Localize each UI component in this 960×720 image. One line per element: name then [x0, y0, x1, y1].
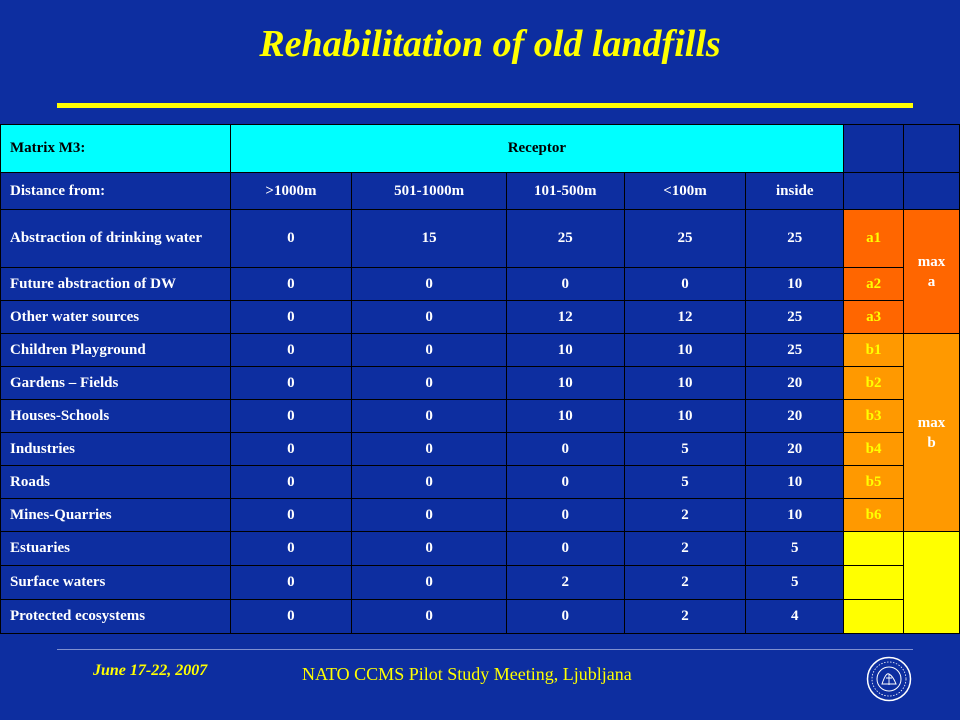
score-cell: 0: [230, 268, 352, 301]
score-cell: 0: [506, 532, 624, 566]
score-cell: 25: [506, 210, 624, 268]
score-cell: 10: [624, 367, 746, 400]
receptor-label: Houses-Schools: [1, 400, 231, 433]
score-cell: 2: [624, 600, 746, 634]
score-cell: 0: [506, 600, 624, 634]
title-underline: [57, 103, 913, 108]
max-b-cell: [904, 334, 960, 532]
empty-code-cell: [844, 600, 904, 634]
table-row: [1, 532, 960, 566]
table-row: [1, 466, 960, 499]
score-cell: 0: [230, 210, 352, 268]
column-header: inside: [746, 173, 844, 210]
score-cell: 15: [352, 210, 507, 268]
score-cell: 12: [506, 301, 624, 334]
receptor-label: Gardens – Fields: [1, 367, 231, 400]
score-cell: 5: [624, 466, 746, 499]
score-cell: 0: [230, 600, 352, 634]
score-cell: 10: [746, 499, 844, 532]
score-cell: 10: [746, 268, 844, 301]
receptor-label: Mines-Quarries: [1, 499, 231, 532]
table-row: [1, 400, 960, 433]
score-cell: 10: [624, 400, 746, 433]
receptor-matrix-table: [0, 124, 960, 634]
score-cell: 10: [506, 400, 624, 433]
table-row: [1, 600, 960, 634]
score-cell: 0: [352, 566, 507, 600]
score-cell: 4: [746, 600, 844, 634]
score-cell: 0: [352, 600, 507, 634]
max-c-cell: [904, 532, 960, 634]
matrix-title-cell: Matrix M3:: [1, 125, 231, 173]
score-cell: 0: [230, 499, 352, 532]
receptor-label: Roads: [1, 466, 231, 499]
score-cell: 20: [746, 367, 844, 400]
score-cell: 0: [352, 466, 507, 499]
receptor-label: Protected ecosystems: [1, 600, 231, 634]
score-cell: 10: [506, 367, 624, 400]
footer-rule: [57, 649, 913, 650]
code-cell: b1: [844, 334, 904, 367]
code-cell: b6: [844, 499, 904, 532]
empty-cell: [844, 125, 904, 173]
table-row: [1, 566, 960, 600]
receptor-label: Industries: [1, 433, 231, 466]
slide-title: Rehabilitation of old landfills: [259, 23, 721, 65]
score-cell: 2: [624, 532, 746, 566]
score-cell: 0: [624, 268, 746, 301]
score-cell: 25: [746, 334, 844, 367]
score-cell: 0: [230, 334, 352, 367]
empty-code-cell: [844, 532, 904, 566]
table-row: [1, 499, 960, 532]
score-cell: 0: [506, 433, 624, 466]
score-cell: 0: [230, 532, 352, 566]
score-cell: 0: [230, 367, 352, 400]
code-cell: b4: [844, 433, 904, 466]
table-row: [1, 210, 960, 268]
score-cell: 0: [230, 400, 352, 433]
score-cell: 2: [506, 566, 624, 600]
column-header: 501-1000m: [352, 173, 507, 210]
score-cell: 0: [230, 566, 352, 600]
empty-cell: [904, 125, 960, 173]
code-cell: a2: [844, 268, 904, 301]
footer-date: June 17-22, 2007: [93, 662, 208, 679]
score-cell: 0: [506, 499, 624, 532]
code-cell: b3: [844, 400, 904, 433]
receptor-label: Future abstraction of DW: [1, 268, 231, 301]
score-cell: 2: [624, 499, 746, 532]
receptor-label: Children Playground: [1, 334, 231, 367]
score-cell: 0: [352, 367, 507, 400]
score-cell: 10: [624, 334, 746, 367]
table-row: [1, 433, 960, 466]
score-cell: 0: [352, 433, 507, 466]
score-cell: 2: [624, 566, 746, 600]
score-cell: 25: [624, 210, 746, 268]
university-seal-icon: [866, 656, 912, 702]
score-cell: 0: [352, 334, 507, 367]
score-cell: 0: [230, 301, 352, 334]
max-a-line2: a: [927, 273, 936, 290]
distance-label: Distance from:: [1, 173, 231, 210]
max-a-line1: max: [917, 253, 946, 270]
score-cell: 25: [746, 210, 844, 268]
code-cell: a3: [844, 301, 904, 334]
empty-cell: [904, 173, 960, 210]
score-cell: 12: [624, 301, 746, 334]
column-header: <100m: [624, 173, 746, 210]
code-cell: a1: [844, 210, 904, 268]
table-row: [1, 301, 960, 334]
table-row: [1, 268, 960, 301]
score-cell: 25: [746, 301, 844, 334]
score-cell: 0: [352, 400, 507, 433]
table-row: [1, 334, 960, 367]
receptor-label: Surface waters: [1, 566, 231, 600]
score-cell: 5: [746, 532, 844, 566]
score-cell: 0: [506, 268, 624, 301]
score-cell: 10: [746, 466, 844, 499]
footer-meeting: NATO CCMS Pilot Study Meeting, Ljubljana: [302, 664, 632, 684]
matrix-header-row: [1, 125, 960, 173]
score-cell: 0: [230, 433, 352, 466]
score-cell: 0: [352, 499, 507, 532]
max-b-line2: b: [927, 434, 936, 451]
score-cell: 0: [352, 268, 507, 301]
distance-row: [1, 173, 960, 210]
score-cell: 5: [624, 433, 746, 466]
score-cell: 0: [230, 466, 352, 499]
score-cell: 5: [746, 566, 844, 600]
receptor-label: Estuaries: [1, 532, 231, 566]
code-cell: b2: [844, 367, 904, 400]
empty-code-cell: [844, 566, 904, 600]
score-cell: 0: [352, 532, 507, 566]
score-cell: 10: [506, 334, 624, 367]
table-row: [1, 367, 960, 400]
score-cell: 20: [746, 433, 844, 466]
receptor-label: Abstraction of drinking water: [1, 210, 231, 268]
column-header: >1000m: [230, 173, 352, 210]
max-b-line1: max: [917, 414, 946, 431]
code-cell: b5: [844, 466, 904, 499]
score-cell: 20: [746, 400, 844, 433]
matrix-body: [1, 210, 960, 634]
score-cell: 0: [352, 301, 507, 334]
receptor-header-cell: Receptor: [230, 125, 844, 173]
column-header: 101-500m: [506, 173, 624, 210]
receptor-label: Other water sources: [1, 301, 231, 334]
max-a-cell: [904, 210, 960, 334]
empty-cell: [844, 173, 904, 210]
score-cell: 0: [506, 466, 624, 499]
